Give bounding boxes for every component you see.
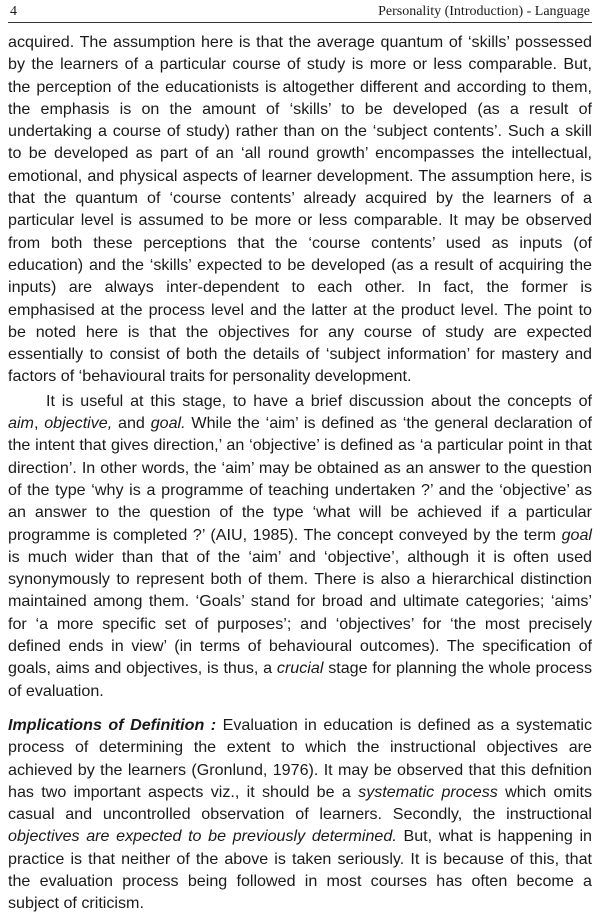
body-paragraph-3 — [8, 714, 592, 915]
term-goal: goal. — [150, 414, 186, 433]
running-head: Personality (Introduction) - Language — [378, 4, 590, 19]
paragraph-text: which omits casual and uncontrolled observation of learners. Secondly, the instructional — [8, 782, 592, 824]
paragraph-text: and — [112, 414, 151, 433]
paragraph-text: , — [33, 414, 45, 433]
paragraph-text: is much wider than that of the ‘aim’ and ‘objective’, although it is often used synonymously to represent both of them. There is also a hierarchical distinction maintained among them. ‘Goals’ stand for broad and ultimate categories; ‘aims’ for ‘a more specific set of purposes’; and ‘objectives’ for ‘the most precisely defined ends in view’ (in terms of behavioural outcomes). The specification of goals, aims and objectives, is thus, a — [8, 547, 592, 678]
paragraph-text: Evaluation in education is defined as a systematic process of determining the extent to which the instructional objectives are achieved by the learners (Gronlund, 1976). It may be observed that this defnition has two important aspects viz., it should be a — [8, 715, 593, 801]
section-heading: Implications of Definition : — [8, 715, 217, 734]
term-objective: objective, — [44, 414, 113, 433]
paragraph-text — [305, 827, 312, 845]
term-determined: determined. — [311, 827, 397, 846]
body-paragraph-1: acquired. The assumption here is that the average quantum of ‘skills’ possessed by the learners of a particular course of study is more or less comparable. But, the perception of the educationists is altogether different and according to them, the emphasis is on the amount of ‘skills’ to be developed (as a result of undertaking a course of study) rather than on the ‘subject contents’. Such a skill to be developed as part of an ‘all round growth’ encompasses the intellectual, emotional, and physical aspects of learner development. The assumption here, is that the quantum of ‘course contents’ already acquired by the learners of a particular level is assumed to be more or less comparable. It may be observed from both these perceptions that the ‘course contents’ used as inputs (of education) and the ‘skills’ expected to be developed (as a result of acquiring the inputs) are always inter-dependent to each other. In fact, the former is emphasised at the process level and the latter at the product level. The point to be noted here is that the objectives for any course of study are expected essentially to consist of both the details of ‘subject information’ for mastery and factors of ‘behavioural traits for personality development. — [8, 33, 592, 386]
term-aim: aim — [8, 414, 34, 433]
page-number: 4 — [10, 4, 17, 19]
page-header — [8, 0, 592, 23]
paragraph-text: But, what is happening in practice is that neither of the above is taken seriously. It is because of this, that the evaluation process being followed in most courses has often become a subject of criticism. — [8, 827, 592, 913]
body-paragraph-2 — [8, 390, 592, 702]
term-objectives-expected: objectives are expected to be previously — [8, 827, 306, 846]
paragraph-text: stage for planning the whole process of evaluation. — [8, 659, 592, 700]
term-crucial: crucial — [276, 659, 324, 678]
paragraph-text: It is useful at this stage, to have a brief discussion about the concepts of — [46, 391, 592, 410]
term-goal: goal — [561, 525, 592, 544]
paragraph-text: While the ‘aim’ is defined as ‘the general declaration of the intent that gives direction,’ an ‘objective’ is defined as ‘a particular point in that direction’. In other words, the ‘aim’ may be obtained as an answer to the question of the type ‘why is a programme of teaching undertaken ?’ and the ‘objective’ as an answer to the question of the type ‘what will be achieved if a particular programme is completed ?’ (AIU, 1985). The concept conveyed by the term — [8, 414, 592, 544]
term-systematic-process: systematic process — [358, 782, 498, 801]
